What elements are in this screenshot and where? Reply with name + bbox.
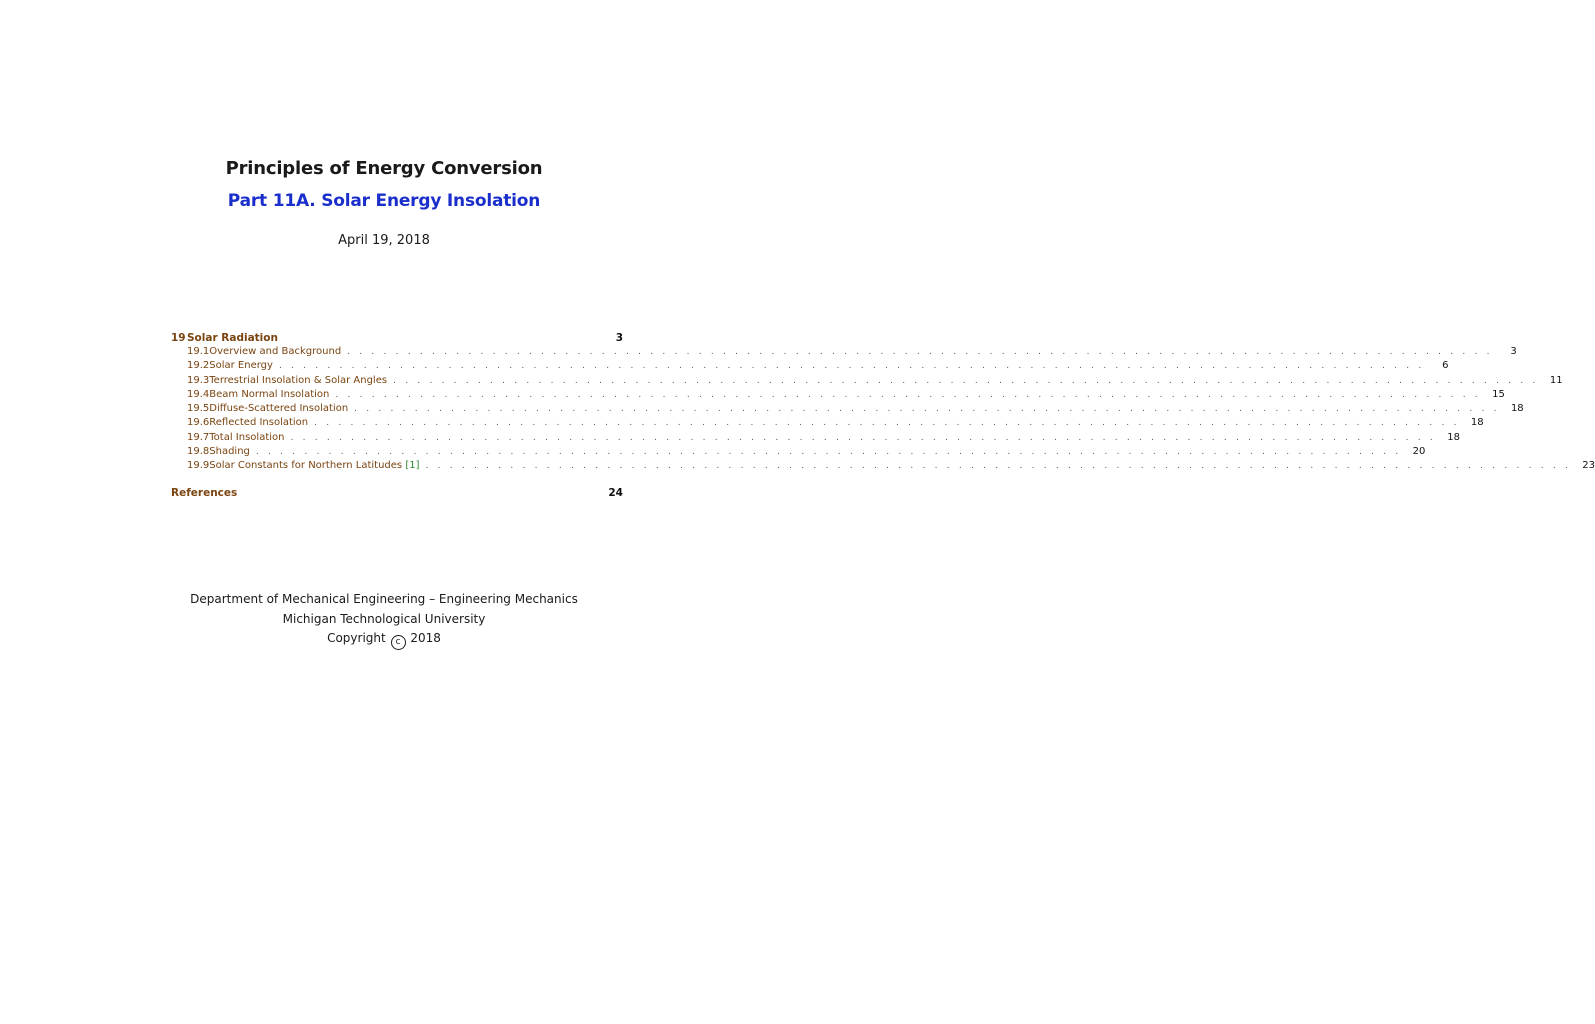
toc-section-page: 23 — [1582, 460, 1595, 472]
copyright-year: 2018 — [410, 631, 441, 645]
toc-section-label: Overview and Background — [209, 346, 342, 357]
toc-dot-leader — [250, 445, 1408, 459]
toc-section-label: Shading — [209, 446, 250, 458]
toc-section-19-1[interactable] — [171, 345, 1517, 359]
toc-dot-leader — [273, 359, 1431, 373]
toc-references-label: References — [171, 486, 238, 499]
toc-section-page: 15 — [1492, 388, 1505, 400]
toc-section-number: 19.1 — [187, 346, 210, 357]
copyright-label: Copyright — [327, 631, 386, 645]
toc-section-label-text: Solar Constants for Northern Latitudes — [209, 460, 403, 472]
toc-references-page: 24 — [608, 486, 623, 499]
toc-section-number: 19.7 — [187, 431, 210, 443]
citation-link[interactable]: [1] — [405, 460, 420, 472]
toc-dot-leader — [308, 416, 1466, 430]
toc-section-19-6[interactable] — [171, 416, 1484, 430]
toc-section-label: Terrestrial Insolation & Solar Angles — [209, 374, 388, 386]
toc-section-number: 19.9 — [187, 460, 210, 472]
toc-dot-leader — [284, 431, 1442, 445]
toc-section-page: 3 — [1510, 346, 1517, 357]
toc-section-19-2[interactable] — [171, 359, 1449, 373]
table-of-contents — [171, 331, 1595, 500]
toc-section-page: 18 — [1510, 403, 1524, 415]
toc-section-number: 19.5 — [187, 403, 210, 415]
toc-section-label: Diffuse-Scattered Insolation — [209, 403, 349, 415]
toc-section-label: Total Insolation — [209, 431, 285, 443]
toc-section-number: 19.8 — [187, 446, 210, 458]
toc-section-number: 19.3 — [187, 374, 210, 386]
title-block — [0, 157, 768, 250]
toc-section-number: 19.2 — [187, 360, 210, 372]
toc-chapter-19[interactable] — [171, 331, 623, 345]
toc-section-label: Reflected Insolation — [209, 417, 309, 429]
document-date: April 19, 2018 — [338, 233, 430, 248]
toc-section-page: 20 — [1412, 446, 1426, 458]
document-title: Principles of Energy Conversion — [225, 158, 543, 179]
toc-dot-leader — [341, 345, 1499, 359]
document-subtitle: Part 11A. Solar Energy Insolation — [227, 191, 541, 211]
toc-section-page: 11 — [1549, 374, 1563, 386]
toc-section-19-9[interactable] — [171, 459, 1595, 473]
toc-chapter-page: 3 — [615, 332, 623, 344]
toc-section-19-7[interactable] — [171, 431, 1460, 445]
toc-section-19-8[interactable] — [171, 445, 1426, 459]
toc-dot-leader — [329, 388, 1487, 402]
toc-dot-leader — [420, 459, 1578, 473]
toc-section-label: Solar Energy — [209, 360, 273, 372]
toc-section-number: 19.4 — [187, 388, 210, 400]
toc-section-19-4[interactable] — [171, 388, 1505, 402]
toc-section-page: 6 — [1442, 360, 1449, 372]
toc-references[interactable] — [171, 486, 623, 500]
toc-section-page: 18 — [1447, 431, 1460, 443]
university-line: Michigan Technological University — [282, 611, 486, 626]
department-line: Department of Mechanical Engineering – Engineering Mechanics — [190, 592, 578, 606]
copyright-line — [0, 629, 768, 650]
toc-section-number: 19.6 — [187, 417, 210, 429]
toc-dot-leader — [348, 402, 1506, 416]
copyright-icon: c — [391, 635, 406, 650]
toc-section-label — [209, 459, 419, 473]
toc-chapter-number: 19 — [171, 332, 186, 344]
toc-section-page: 18 — [1470, 417, 1484, 429]
toc-section-19-5[interactable] — [171, 402, 1524, 416]
toc-section-label: Beam Normal Insolation — [209, 388, 330, 400]
title-page-footer — [0, 590, 768, 650]
toc-section-19-3[interactable] — [171, 374, 1563, 388]
toc-chapter-label: Solar Radiation — [187, 332, 278, 344]
toc-dot-leader — [387, 374, 1545, 388]
